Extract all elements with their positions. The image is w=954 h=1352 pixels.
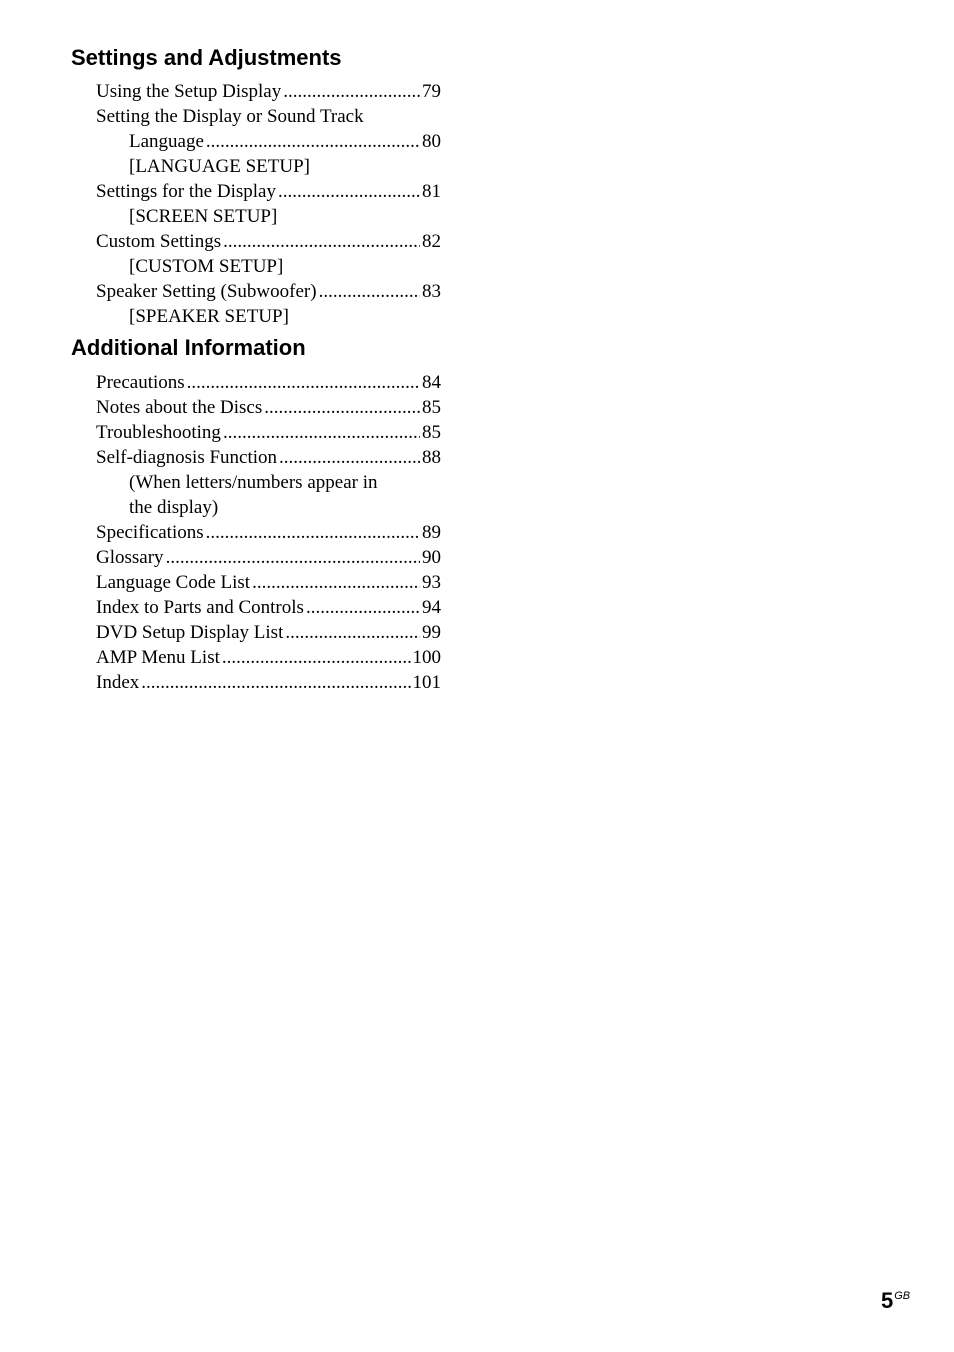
toc-entry-subtitle: [CUSTOM SETUP] bbox=[129, 256, 284, 277]
dot-leader bbox=[278, 179, 420, 204]
toc-entry-title: AMP Menu List bbox=[96, 647, 220, 668]
toc-entry[interactable] bbox=[96, 445, 441, 470]
toc-entry-page: 85 bbox=[422, 397, 441, 418]
page-number-suffix: GB bbox=[894, 1290, 911, 1302]
dot-leader bbox=[285, 620, 420, 645]
dot-leader bbox=[223, 229, 420, 254]
toc-entry-title: Index bbox=[96, 672, 140, 693]
toc-entry-page: 93 bbox=[422, 572, 441, 593]
dot-leader bbox=[306, 595, 420, 620]
page-number-value: 5 bbox=[881, 1288, 894, 1313]
toc-entry-subtitle: [SCREEN SETUP] bbox=[129, 206, 278, 227]
toc-entry-title: Precautions bbox=[96, 372, 185, 393]
dot-leader bbox=[222, 645, 411, 670]
toc-entry[interactable] bbox=[96, 370, 441, 395]
toc-entry-subtitle: [SPEAKER SETUP] bbox=[129, 306, 289, 327]
toc-entry-title: Speaker Setting (Subwoofer) bbox=[96, 281, 317, 302]
dot-leader bbox=[223, 420, 420, 445]
toc-entry-title: DVD Setup Display List bbox=[96, 622, 284, 643]
toc-entry-page: 79 bbox=[422, 81, 441, 102]
toc-entry[interactable] bbox=[96, 670, 441, 695]
toc-entry[interactable] bbox=[96, 570, 441, 595]
toc-entry-subtitle: (When letters/numbers appear in bbox=[129, 472, 378, 493]
toc-entry[interactable] bbox=[96, 395, 441, 420]
toc-entry-page: 100 bbox=[412, 647, 441, 668]
dot-leader bbox=[252, 570, 420, 595]
section-heading-settings: Settings and Adjustments bbox=[71, 45, 342, 70]
toc-entry-page: 85 bbox=[422, 422, 441, 443]
toc-entry-page: 80 bbox=[422, 131, 441, 152]
toc-entry-title: Troubleshooting bbox=[96, 422, 221, 443]
toc-entry-title: Self-diagnosis Function bbox=[96, 447, 278, 468]
toc-entry-page: 99 bbox=[422, 622, 441, 643]
toc-entry[interactable] bbox=[96, 229, 441, 254]
toc-list-settings bbox=[96, 79, 441, 329]
dot-leader bbox=[206, 520, 420, 545]
dot-leader bbox=[141, 670, 410, 695]
toc-entry-title: Glossary bbox=[96, 547, 164, 568]
dot-leader bbox=[279, 445, 420, 470]
toc-entry-subtitle: [LANGUAGE SETUP] bbox=[129, 156, 311, 177]
toc-entry[interactable] bbox=[96, 620, 441, 645]
toc-entry-title: Index to Parts and Controls bbox=[96, 597, 304, 618]
toc-entry-page: 90 bbox=[422, 547, 441, 568]
toc-entry[interactable] bbox=[96, 279, 441, 304]
toc-entry-title-line[interactable]: Setting the Display or Sound Track bbox=[96, 106, 364, 127]
toc-entry[interactable] bbox=[96, 545, 441, 570]
page-number bbox=[881, 1283, 910, 1314]
toc-entry-page: 94 bbox=[422, 597, 441, 618]
toc-entry[interactable] bbox=[96, 179, 441, 204]
toc-entry-page: 83 bbox=[422, 281, 441, 302]
toc-entry-page: 88 bbox=[422, 447, 441, 468]
toc-entry-title: Language Code List bbox=[96, 572, 251, 593]
section-heading-additional-information: Additional Information bbox=[71, 335, 306, 360]
toc-entry[interactable] bbox=[96, 420, 441, 445]
dot-leader bbox=[319, 279, 420, 304]
dot-leader bbox=[206, 129, 420, 154]
toc-entry-page: 101 bbox=[412, 672, 441, 693]
toc-entry[interactable] bbox=[96, 595, 441, 620]
toc-entry-title: Settings for the Display bbox=[96, 181, 276, 202]
toc-entry[interactable] bbox=[96, 79, 441, 104]
toc-entry-page: 82 bbox=[422, 231, 441, 252]
dot-leader bbox=[187, 370, 420, 395]
toc-entry[interactable] bbox=[96, 645, 441, 670]
toc-entry-subtitle: the display) bbox=[129, 497, 219, 518]
toc-entry[interactable] bbox=[96, 129, 441, 154]
dot-leader bbox=[283, 79, 420, 104]
dot-leader bbox=[264, 395, 420, 420]
toc-entry[interactable] bbox=[96, 520, 441, 545]
toc-entry-title: Custom Settings bbox=[96, 231, 222, 252]
dot-leader bbox=[166, 545, 420, 570]
toc-entry-page: 89 bbox=[422, 522, 441, 543]
toc-entry-page: 81 bbox=[422, 181, 441, 202]
toc-entry-page: 84 bbox=[422, 372, 441, 393]
toc-entry-title: Specifications bbox=[96, 522, 204, 543]
toc-entry-title-continued: Language bbox=[129, 131, 204, 152]
toc-entry-title: Notes about the Discs bbox=[96, 397, 263, 418]
toc-list-additional-information bbox=[96, 370, 441, 695]
toc-entry-title: Using the Setup Display bbox=[96, 81, 282, 102]
